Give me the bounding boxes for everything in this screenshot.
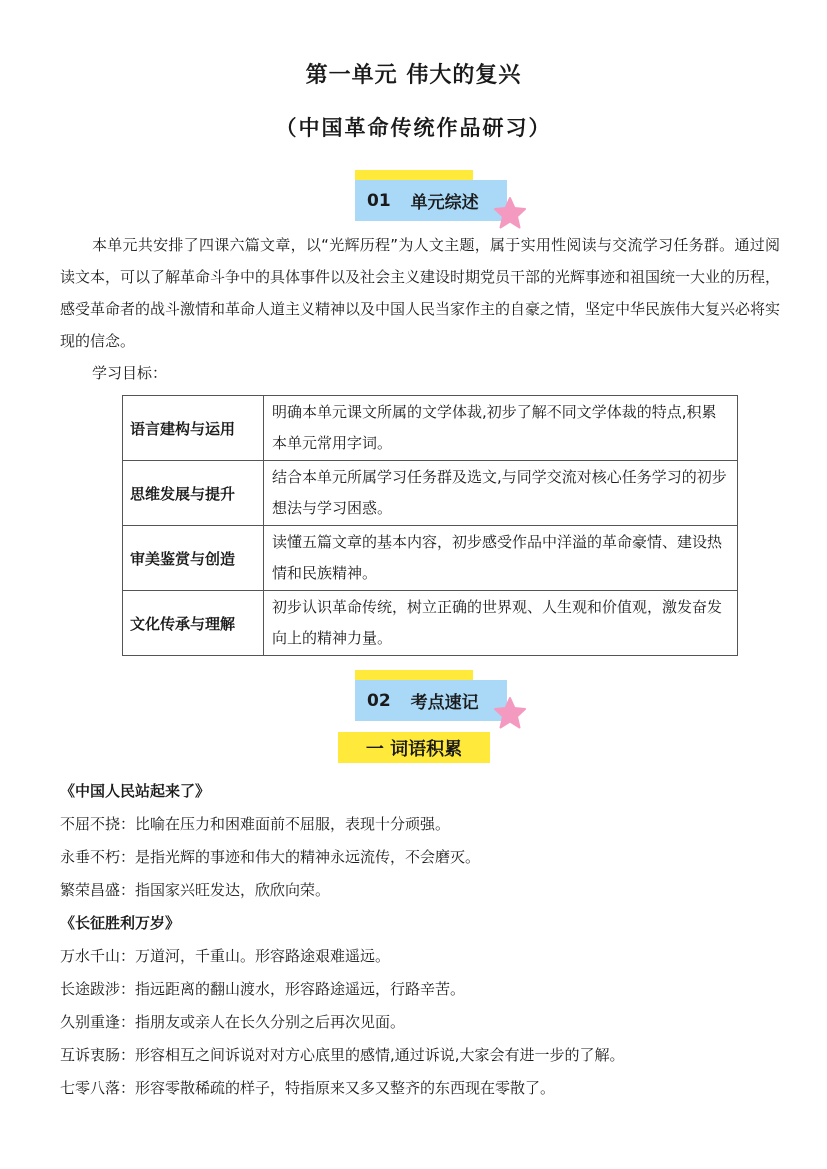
section-badge-2 xyxy=(355,670,535,730)
page-subtitle: （中国革命传统作品研习） xyxy=(275,116,552,140)
table-row xyxy=(123,526,738,591)
goal-key: 语言建构与运用 xyxy=(123,396,264,461)
star-icon xyxy=(493,696,527,730)
list-item: 万水千山：万道河，千重山。形容路途艰难遥远。 xyxy=(60,947,391,965)
goals-table xyxy=(122,395,738,656)
list-item: 互诉衷肠：形容相互之间诉说对对方心底里的感情,通过诉说,大家会有进一步的了解。 xyxy=(60,1046,625,1064)
table-row xyxy=(123,591,738,656)
section-label: 考点速记 xyxy=(410,693,479,713)
section-badge-1 xyxy=(355,170,535,230)
list-item: 久别重逢：指朋友或亲人在长久分别之后再次见面。 xyxy=(60,1013,406,1031)
goal-key: 思维发展与提升 xyxy=(123,461,264,526)
page-title: 第一单元 伟大的复兴 xyxy=(305,63,522,88)
table-row xyxy=(123,461,738,526)
list-item: 永垂不朽：是指光辉的事迹和伟大的精神永远流传，不会磨灭。 xyxy=(60,848,481,866)
goal-value: 初步认识革命传统，树立正确的世界观、人生观和价值观，激发奋发向上的精神力量。 xyxy=(264,591,738,656)
section-label: 单元综述 xyxy=(410,193,479,213)
badge-blue-box xyxy=(355,180,507,221)
intro-paragraph: 本单元共安排了四课六篇文章，以“光辉历程”为人文主题，属于实用性阅读与交流学习任务群。通过阅读文本，可以了解革命斗争中的具体事件以及社会主义建设时期党员干部的光辉事迹和祖国统一大业的历程，感受革命者的战斗激情和革命人道主义精神以及中国人民当家作主的自豪之情，坚定中华民族伟大复兴必将实现的信念。 xyxy=(60,236,781,350)
list-item: 七零八落：形容零散稀疏的样子，特指原来又多又整齐的东西现在零散了。 xyxy=(60,1079,556,1097)
section-number: 01 xyxy=(367,190,391,211)
lesson-title: 《中国人民站起来了》 xyxy=(60,782,211,800)
section-number: 02 xyxy=(367,690,391,711)
list-item: 繁荣昌盛：指国家兴旺发达，欣欣向荣。 xyxy=(60,881,331,899)
lesson-title: 《长征胜利万岁》 xyxy=(60,914,181,932)
badge-blue-box xyxy=(355,680,507,721)
list-item: 长途跋涉：指远距离的翻山渡水，形容路途遥远，行路辛苦。 xyxy=(60,980,466,998)
list-item: 不屈不挠：比喻在压力和困难面前不屈服，表现十分顽强。 xyxy=(60,815,451,833)
goals-label: 学习目标： xyxy=(92,364,168,382)
goal-value: 结合本单元所属学习任务群及选文,与同学交流对核心任务学习的初步想法与学习困惑。 xyxy=(264,461,738,526)
goal-key: 审美鉴赏与创造 xyxy=(123,526,264,591)
vocab-list xyxy=(60,775,800,1105)
goal-key: 文化传承与理解 xyxy=(123,591,264,656)
star-icon xyxy=(493,196,527,230)
sub-heading: 一 词语积累 xyxy=(338,732,490,763)
table-row xyxy=(123,396,738,461)
goal-value: 明确本单元课文所属的文学体裁,初步了解不同文学体裁的特点,积累本单元常用字词。 xyxy=(264,396,738,461)
goal-value: 读懂五篇文章的基本内容，初步感受作品中洋溢的革命豪情、建设热情和民族精神。 xyxy=(264,526,738,591)
